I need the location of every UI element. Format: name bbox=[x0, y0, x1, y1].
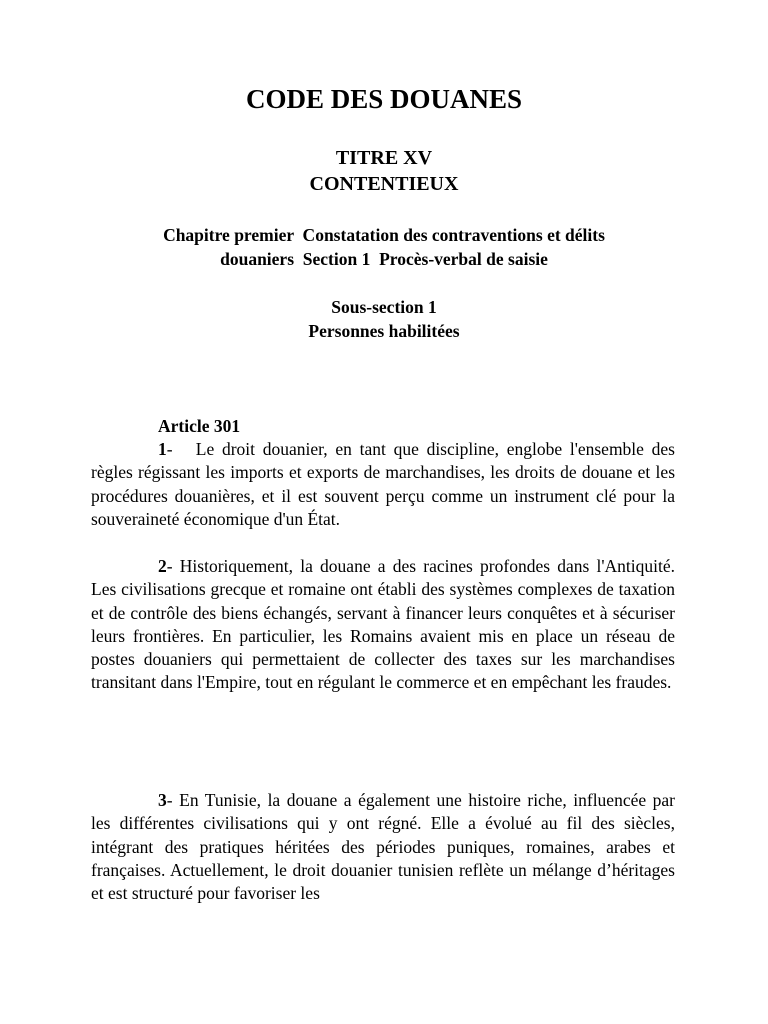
subsection-name: Personnes habilitées bbox=[308, 321, 460, 341]
chapter-heading bbox=[0, 223, 768, 271]
titre-heading bbox=[0, 145, 768, 197]
paragraph-separator: - bbox=[166, 556, 180, 576]
titre-number: TITRE XV bbox=[335, 147, 433, 169]
chapter-heading-line-2: douaniers Section 1 Procès-verbal de saisie bbox=[220, 249, 548, 269]
chapter-heading-line-1: Chapitre premier Constatation des contraventions et délits bbox=[163, 225, 605, 245]
paragraph-text: Historiquement, la douane a des racines profondes dans l'Antiquité. Les civilisations grecque et romaine ont établi des systèmes complexes de taxation et de contrôle des biens échangés, servant à financer leurs conquêtes et à sécuriser leurs frontières. En particulier, les Romains avaient mis en place un réseau de postes douaniers qui permettaient de collecter des taxes sur les marchandises transitant dans l'Empire, tout en régulant le commerce et en empêchant les fraudes. bbox=[91, 556, 675, 693]
article-paragraph-2 bbox=[91, 555, 675, 695]
paragraph-text: Le droit douanier, en tant que discipline, englobe l'ensemble des règles régissant les imports et exports de marchandises, les droits de douane et les procédures douanières, et il est souvent perçu comme un instrument clé pour la souveraineté économique d'un État. bbox=[91, 439, 675, 529]
document-title: CODE DES DOUANES bbox=[245, 84, 523, 114]
article-paragraph-3 bbox=[91, 789, 675, 905]
article-heading: Article 301 bbox=[158, 416, 241, 436]
titre-name: CONTENTIEUX bbox=[309, 173, 459, 195]
paragraph-number: 3 bbox=[158, 790, 167, 810]
paragraph-number: 1 bbox=[158, 439, 167, 459]
paragraph-separator: - bbox=[166, 439, 196, 459]
subsection-heading bbox=[0, 295, 768, 343]
paragraph-separator: - bbox=[166, 790, 180, 810]
subsection-number: Sous-section 1 bbox=[331, 297, 437, 317]
paragraph-number: 2 bbox=[158, 556, 167, 576]
paragraph-text: En Tunisie, la douane a également une histoire riche, influencée par les différentes civilisations qui y ont régné. Elle a évolué au fil des siècles, intégrant des pratiques héritées des périodes puniques, romaines, arabes et françaises. Actuellement, le droit douanier tunisien reflète un mélange d’héritages et est structuré pour favoriser les bbox=[91, 790, 676, 904]
article-paragraph-1 bbox=[91, 438, 675, 531]
